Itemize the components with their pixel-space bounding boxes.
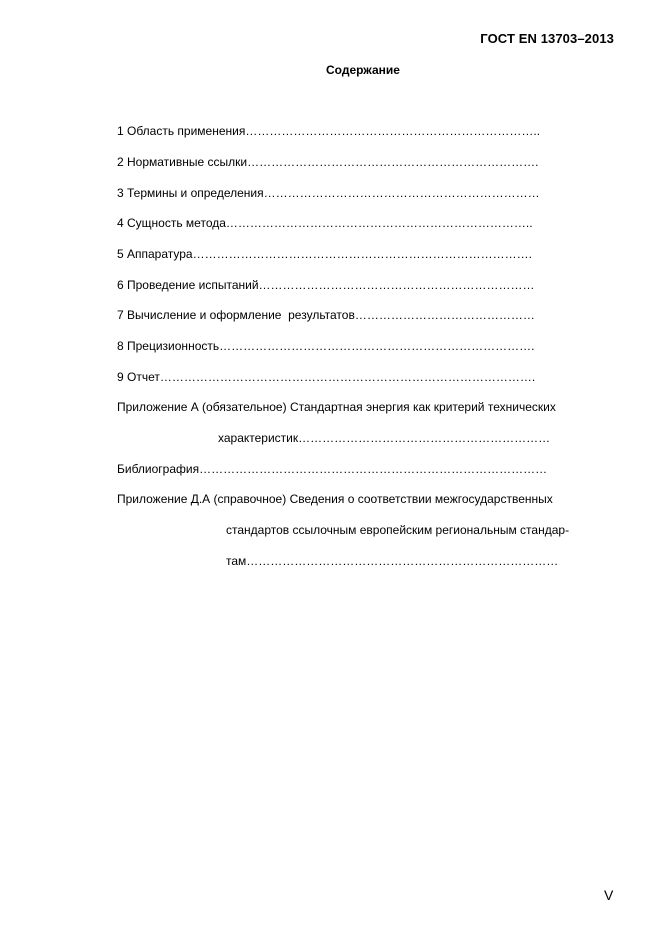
toc-item: 9 Отчет………………………………………………………………………………….	[117, 370, 536, 384]
toc-item: 6 Проведение испытаний……………………………………………………………	[117, 278, 535, 292]
toc-title: Содержание	[326, 63, 400, 77]
toc-item: 5 Аппаратура………………………………………………………………………….	[117, 247, 532, 261]
toc-item: 1 Область применения………………………………………………………………..	[117, 124, 541, 138]
toc-item: Приложение Д.А (справочное) Сведения о соответствии межгосударственных	[117, 492, 553, 506]
document-code: ГОСТ EN 13703–2013	[480, 31, 614, 46]
page-number: V	[604, 887, 614, 903]
toc-item: 7 Вычисление и оформление результатов………………………………………	[117, 308, 535, 322]
toc-item: 3 Термины и определения……………………………………………………………	[117, 186, 540, 200]
toc-item: 4 Сущность метода…………………………………………………………………..	[117, 216, 533, 230]
toc-item-continuation: стандартов ссылочным европейским региональным стандар-	[226, 523, 570, 537]
toc-item: Библиография……………………………………………………………………………	[117, 462, 548, 476]
toc-item: 8 Прецизионность…………………………………………………………………….	[117, 339, 535, 353]
toc-item: 2 Нормативные ссылки……………………………………………………………….	[117, 155, 539, 169]
toc-item: Приложение А (обязательное) Стандартная энергия как критерий технических	[117, 400, 556, 414]
toc-item-continuation: характеристик………………………………………………………	[218, 431, 551, 445]
toc-item-continuation: там……………………………………………………………………	[226, 554, 559, 568]
